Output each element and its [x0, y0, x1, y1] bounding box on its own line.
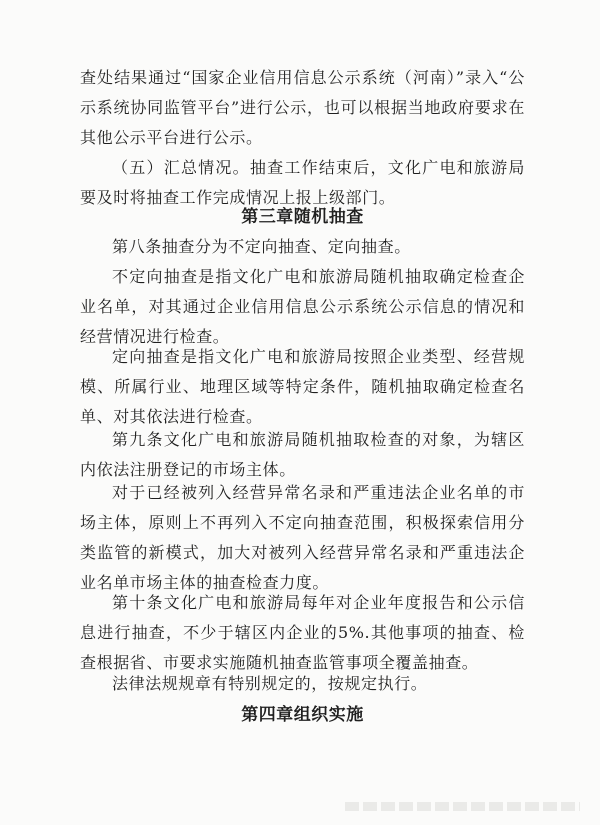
- paragraph-article-8: 第八条抽查分为不定向抽查、定向抽查。: [112, 237, 411, 256]
- paragraph-article-10: 第十条文化广电和旅游局每年对企业年度报告和公示信息进行抽查，不少于辖区内企业的5%.其他事项的抽查、检查根据省、市要求实施随机抽查监管事项全覆盖抽查。: [80, 593, 525, 672]
- paragraph-publicity-continuation: 查处结果通过“国家企业信用信息公示系统（河南）”录入“公示系统协同监管平台”进行公示，也可以根据当地政府要求在其他公示平台进行公示。: [80, 68, 525, 147]
- paragraph-summary: （五）汇总情况。抽查工作结束后，文化广电和旅游局要及时将抽查工作完成情况上报上级部门。: [80, 158, 525, 207]
- paragraph-targeted-inspection: 定向抽查是指文化广电和旅游局按照企业类型、经营规模、所属行业、地理区域等特定条件，随机抽取确定检查名单、对其依法进行检查。: [80, 347, 525, 426]
- paragraph-special-provisions: 法律法规规章有特别规定的，按规定执行。: [112, 674, 428, 693]
- scan-footer-mark: [345, 802, 580, 811]
- chapter-heading-organization: 第四章组织实施: [241, 705, 364, 725]
- paragraph-article-9: 第九条文化广电和旅游局随机抽取检查的对象，为辖区内依法注册登记的市场主体。: [80, 430, 525, 479]
- paragraph-abnormal-list: 对于已经被列入经营异常名录和严重违法企业名单的市场主体，原则上不再列入不定向抽查范围，积极探索信用分类监管的新模式，加大对被列入经营异常名录和严重违法企业名单市场主体的抽查检查力度。: [80, 483, 525, 592]
- paragraph-non-targeted-inspection: 不定向抽查是指文化广电和旅游局随机抽取确定检查企业名单，对其通过企业信用信息公示系统公示信息的情况和经营情况进行检查。: [80, 267, 525, 346]
- chapter-heading-random-inspection: 第三章随机抽查: [241, 207, 364, 227]
